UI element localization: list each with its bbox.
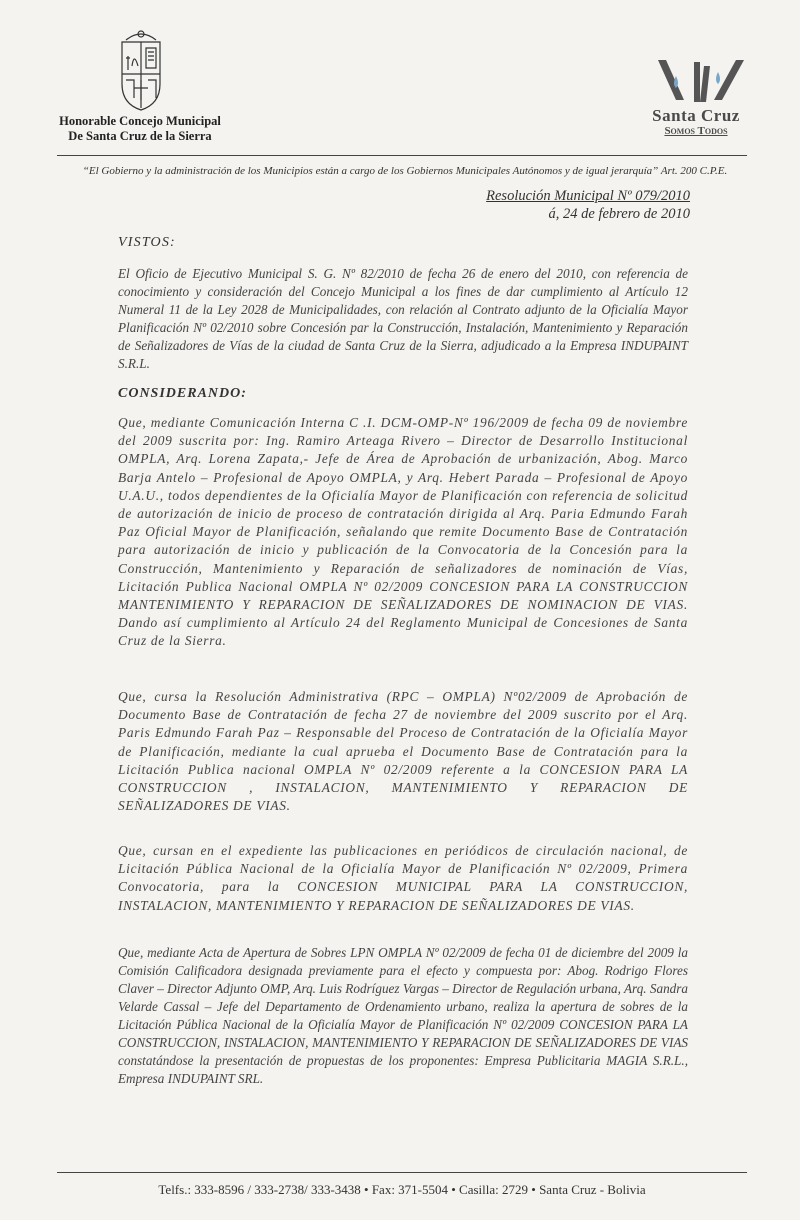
considerando-paragraph: Que, cursan en el expediente las publicaciones en periódicos de circulación nacional, de Licitación Pública Nacional de la Oficialía Mayor de Planificación Nº 02/2009, Primera Convocatoria, para la CONCESION MUNICIPAL PARA LA CONSTRUCCION, INSTALACION, MANTENIMIENTO Y REPARACION DE SEÑALIZADORES DE VIAS. xyxy=(118,843,688,913)
constitution-motto: “El Gobierno y la administración de los Municipios están a cargo de los Gobiernos Municipales Autónomos y de igual jerarquía” Art. 200 C.P.E. xyxy=(82,165,728,177)
footer-divider xyxy=(57,1172,747,1173)
considerando-paragraph: Que, mediante Acta de Apertura de Sobres LPN OMPLA Nº 02/2009 de fecha 01 de diciembre del 2009 la Comisión Calificadora designada previamente para el efecto y compuesta por: Abog. Rodrigo Flores Claver – Director Adjunto OMP, Arq. Luis Rodríguez Vargas – Director de Regulación urbana, Arq. Sandra Velarde Cassal – Jefe del Departamento de Ordenamiento urbano, realiza la apertura de sobres de la Licitación Pública Nacional de la Oficialía Mayor de Planificación Nº 02/2009 CONCESION PARA LA CONSTRUCCION, INSTALACION, MANTENIMIENTO Y REPARACION DE SEÑALIZADORES DE VIAS constatándose la presentación de propuestas de los proponentes: Empresa Publicitaria MAGIA S.R.L., Empresa INDUPAINT SRL. xyxy=(118,945,688,1086)
resolution-number: Resolución Municipal Nº 079/2010 xyxy=(486,188,690,204)
council-name-line1: Honorable Concejo Municipal xyxy=(59,114,221,128)
considerando-paragraph: Que, mediante Comunicación Interna C .I. DCM-OMP-Nº 196/2009 de fecha 09 de noviembre del 2009 suscrita por: Ing. Ramiro Arteaga Rivero – Director de Desarrollo Institucional OMPLA, Arq. Lorena Zapata,- Jefe de Área de Aprobación de urbanización, Abog. Marco Barja Antelo – Profesional de Apoyo OMPLA, y Arq. Hebert Parada – Profesional de Apoyo U.A.U., todos dependientes de la Oficialía Mayor de Planificación con referencia de solicitud de autorización de inicio de proceso de contratación dirigida al Arq. Paria Edmundo Farah Paz Oficial Mayor de Planificación, señalando que remite Documento Base de Contratación para autorización de inicio y publicación de la Convocatoria de la Concesión para la Construcción, Mantenimiento y Reparación de señalizadores de nominación de Vías, Licitación Publica Nacional OMPLA Nº 02/2009 CONCESION PARA LA CONSTRUCCION MANTENIMIENTO Y REPARACION DE SEÑALIZADORES DE NOMINACION DE VIAS. Dando así cumplimiento al Artículo 24 del Reglamento Municipal de Concesiones de Santa Cruz de la Sierra. xyxy=(118,415,688,649)
header-divider xyxy=(57,155,747,156)
council-name-line2: De Santa Cruz de la Sierra xyxy=(68,129,212,143)
logo-name: Santa Cruz xyxy=(652,106,740,125)
considerando-heading: CONSIDERANDO: xyxy=(118,386,247,401)
coat-of-arms-icon xyxy=(112,26,170,114)
considerando-paragraph: Que, cursa la Resolución Administrativa (RPC – OMPLA) Nº02/2009 de Aprobación de Documento Base de Contratación de fecha 27 de noviembre del 2009 suscrito por el Arq. Paris Edmundo Farah Paz – Responsable del Proceso de Contratación de la Oficialía Mayor de Planificación, mediante la cual aprueba el Documento Base de Contratación para la Licitación Publica nacional OMPLA Nº 02/2009 referente a la CONCESION PARA LA CONSTRUCCION , INSTALACION, MANTENIMIENTO Y REPARACION DE SEÑALIZADORES DE VIAS. xyxy=(118,689,688,814)
council-name xyxy=(40,114,240,144)
logo-slogan: Somos Todos xyxy=(664,125,728,137)
contact-footer: Telfs.: 333-8596 / 333-2738/ 333-3438 • Fax: 371-5504 • Casilla: 2729 • Santa Cruz - Bolivia xyxy=(158,1182,646,1197)
vistos-heading: VISTOS: xyxy=(118,235,176,250)
vistos-paragraph: El Oficio de Ejecutivo Municipal S. G. Nº 82/2010 de fecha 26 de enero del 2010, con referencia de conocimiento y consideración del Concejo Municipal a los fines de dar cumplimiento al Artículo 12 Numeral 11 de la Ley 2028 de Municipalidades, con relación al Contrato adjunto de la Oficialía Mayor Planificación Nº 02/2010 sobre Concesión par la Construcción, Instalación, Mantenimiento y Reparación de Señalizadores de Vías de la ciudad de Santa Cruz de la Sierra, adjudicado a la Empresa INDUPAINT S.R.L. xyxy=(118,266,688,371)
resolution-date: á, 24 de febrero de 2010 xyxy=(548,206,690,222)
